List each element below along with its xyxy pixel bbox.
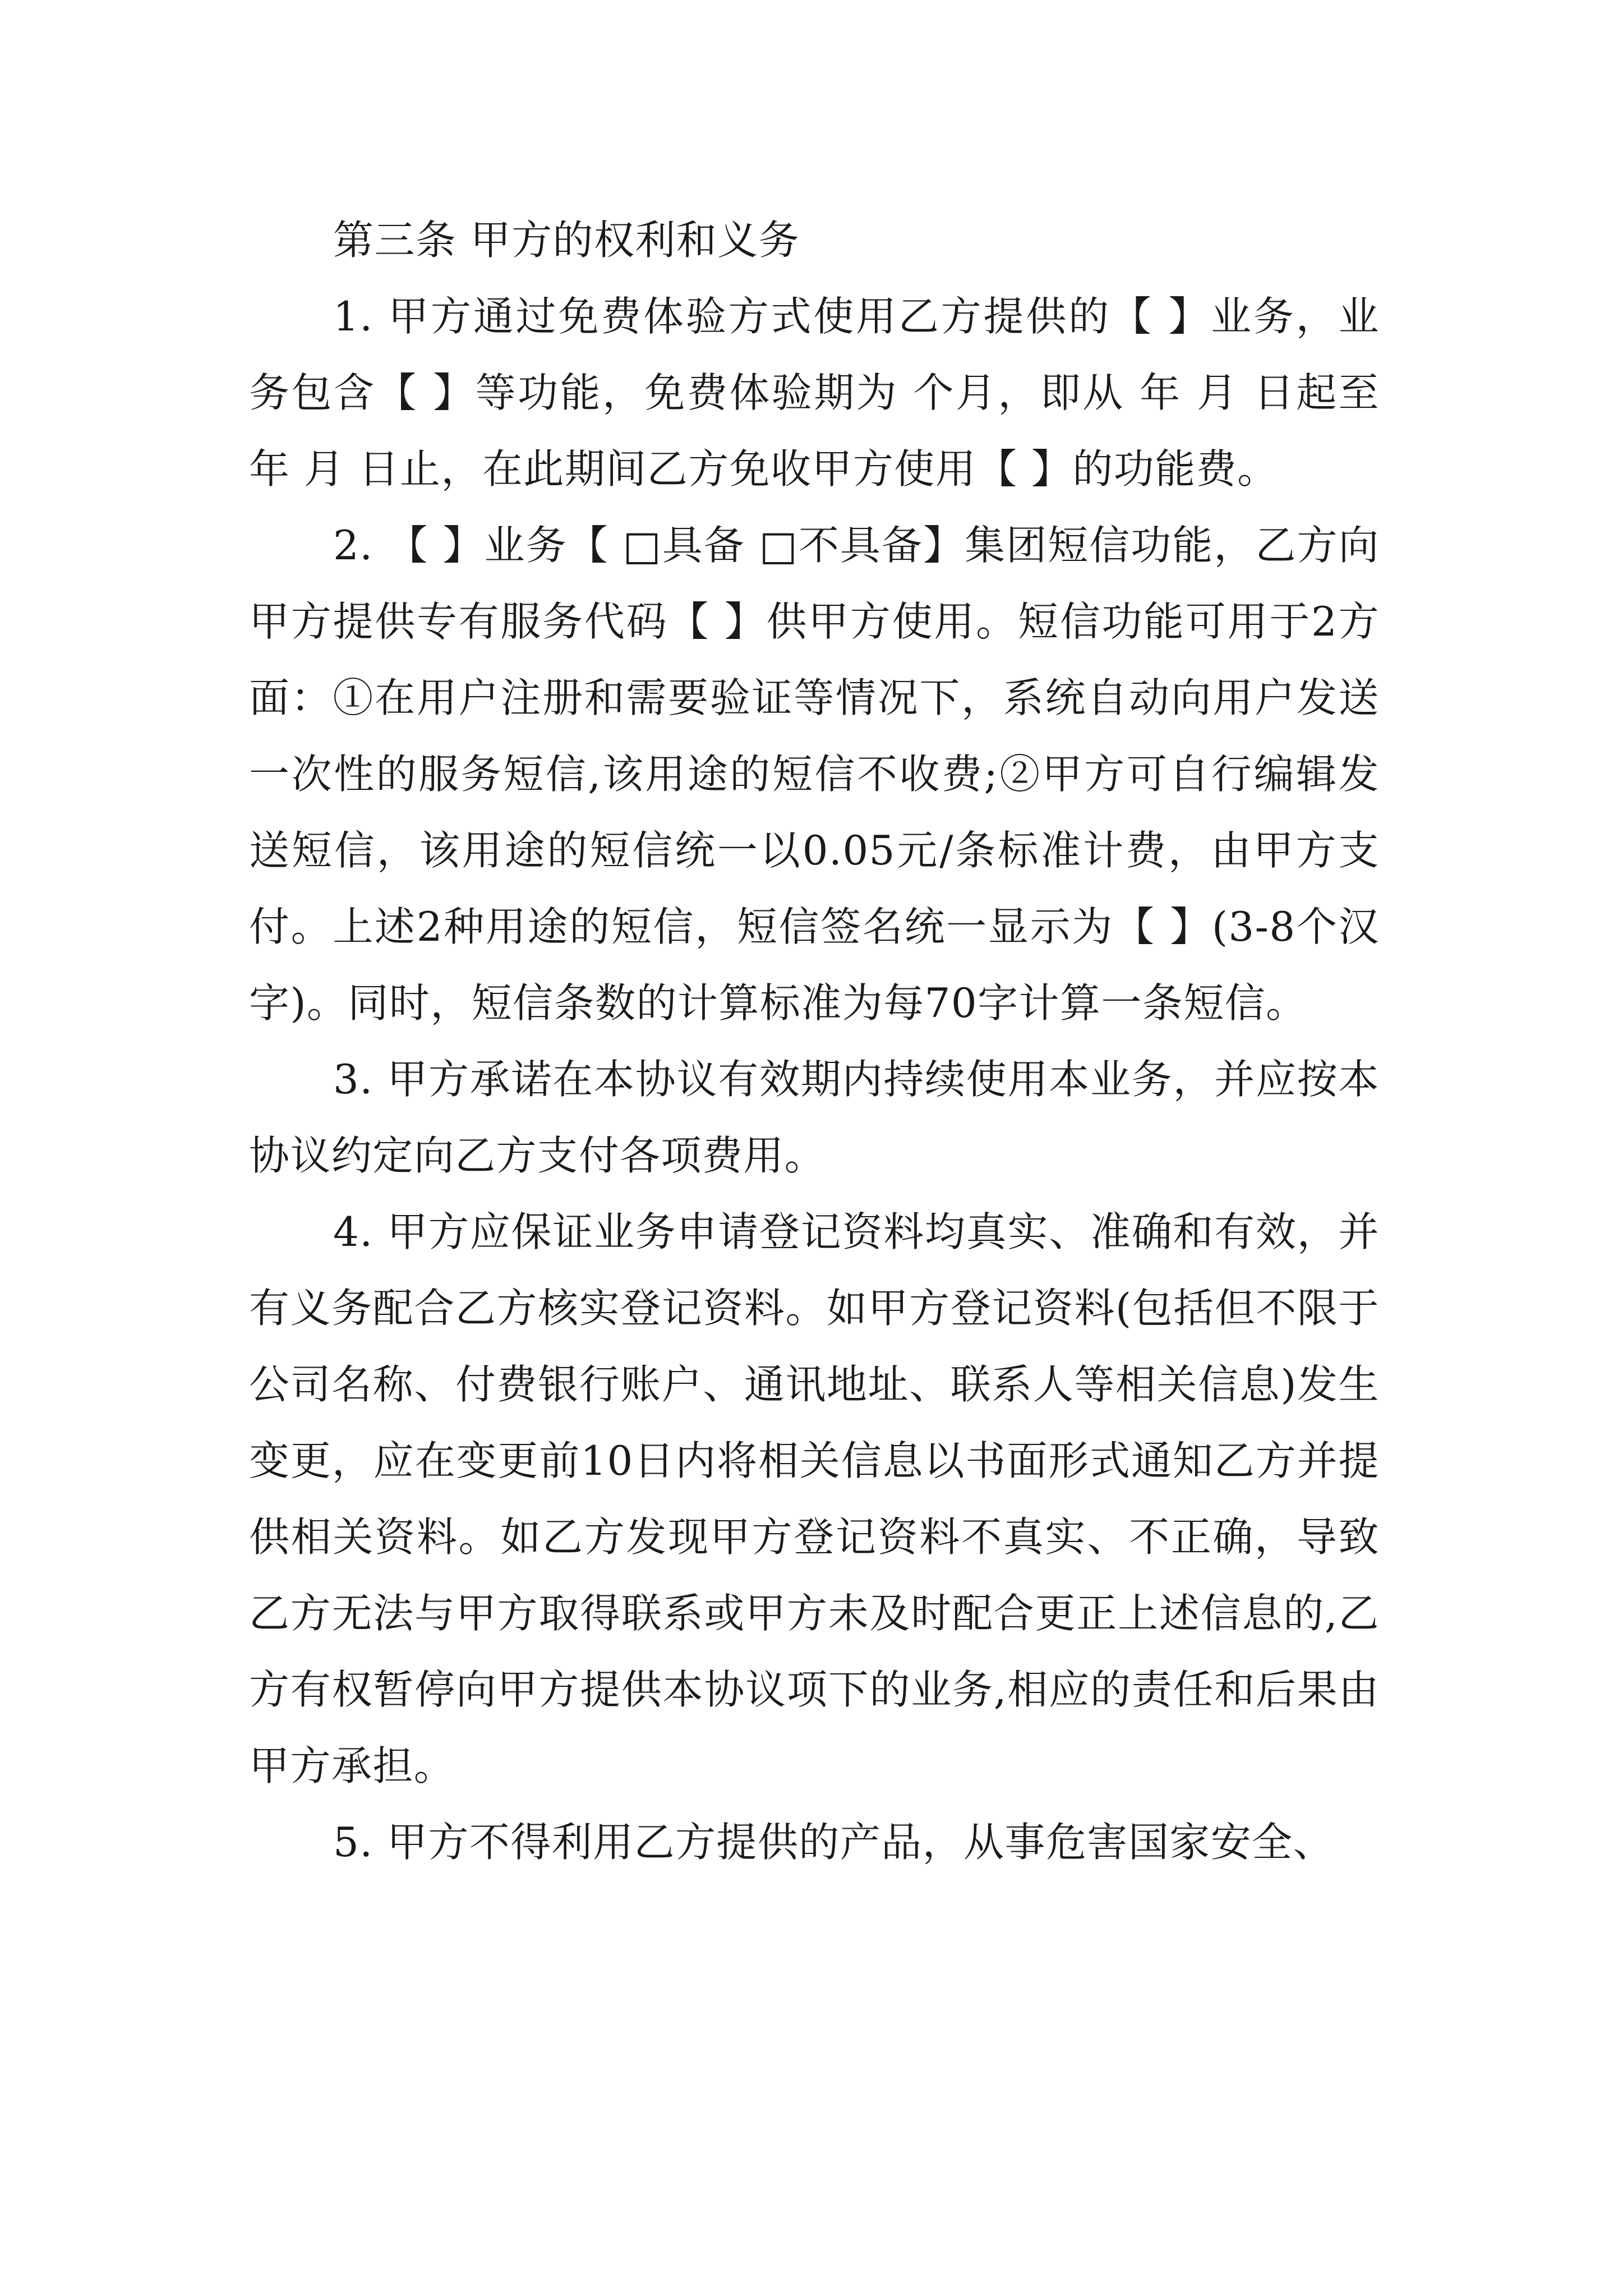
document-body bbox=[249, 202, 1380, 1880]
clause-2: 2. 【 】业务【 □具备 □不具备】集团短信功能，乙方向甲方提供专有服务代码【 】供甲方使用。短信功能可用于2方面：①在用户注册和需要验证等情况下，系统自动向用户发送一次性的服务短信,该用途的短信不收费;②甲方可自行编辑发送短信，该用途的短信统一以0.05元/条标准计费，由甲方支付。上述2种用途的短信，短信签名统一显示为【 】(3-8个汉字)。同时，短信条数的计算标准为每70字计算一条短信。 bbox=[249, 522, 1380, 1027]
clause-1: 1. 甲方通过免费体验方式使用乙方提供的【 】业务，业务包含【 】等功能，免费体验期为 个月，即从 年 月 日起至 年 月 日止，在此期间乙方免收甲方使用【 】的功能费。 bbox=[249, 293, 1380, 493]
clause-5: 5. 甲方不得利用乙方提供的产品，从事危害国家安全、 bbox=[333, 1819, 1335, 1866]
clause-3: 3. 甲方承诺在本协议有效期内持续使用本业务，并应按本协议约定向乙方支付各项费用。 bbox=[249, 1056, 1380, 1179]
article-heading: 第三条 甲方的权利和义务 bbox=[333, 217, 800, 264]
clause-4: 4. 甲方应保证业务申请登记资料均真实、准确和有效，并有义务配合乙方核实登记资料。如甲方登记资料(包括但不限于公司名称、付费银行账户、通讯地址、联系人等相关信息)发生变更，应在变更前10日内将相关信息以书面形式通知乙方并提供相关资料。如乙方发现甲方登记资料不真实、不正确，导致乙方无法与甲方取得联系或甲方未及时配合更正上述信息的,乙方有权暂停向甲方提供本协议项下的业务,相应的责任和后果由甲方承担。 bbox=[249, 1208, 1380, 1789]
